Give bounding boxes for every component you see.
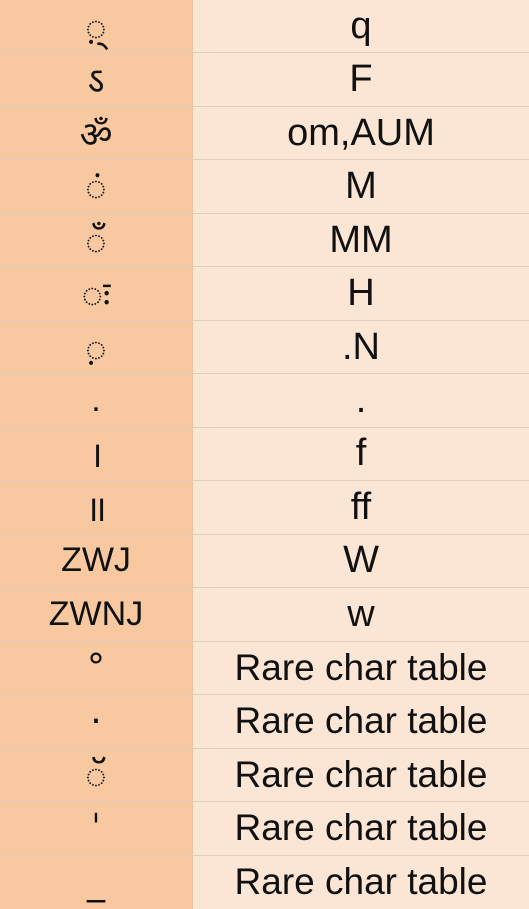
glyph-cell: ˈ xyxy=(0,802,193,854)
table-row xyxy=(0,588,529,641)
table-row xyxy=(0,535,529,588)
glyph-cell: _ xyxy=(0,856,193,909)
glyph-cell: · xyxy=(0,695,193,747)
table-row xyxy=(0,214,529,267)
glyph-cell: ZWNJ xyxy=(0,588,193,640)
glyph-cell: ॐ xyxy=(0,107,193,159)
glyph-cell: । xyxy=(0,428,193,480)
mapping-cell: Rare char table xyxy=(193,749,529,801)
table-row xyxy=(0,856,529,909)
mapping-cell: M xyxy=(193,160,529,212)
mapping-cell: Rare char table xyxy=(193,802,529,854)
table-row xyxy=(0,53,529,106)
table-row xyxy=(0,481,529,534)
glyph-cell: ़् xyxy=(0,0,193,52)
table-row xyxy=(0,160,529,213)
table-row xyxy=(0,374,529,427)
table-row xyxy=(0,321,529,374)
mapping-cell: H xyxy=(193,267,529,319)
glyph-cell: . xyxy=(0,374,193,426)
mapping-cell: Rare char table xyxy=(193,856,529,909)
glyph-cell: ं xyxy=(0,160,193,212)
glyph-cell: ़ xyxy=(0,321,193,373)
mapping-cell: ff xyxy=(193,481,529,533)
mapping-cell: w xyxy=(193,588,529,640)
glyph-cell: ः xyxy=(0,267,193,319)
mapping-cell: Rare char table xyxy=(193,695,529,747)
table-row xyxy=(0,642,529,695)
table-row xyxy=(0,802,529,855)
glyph-cell: ॥ xyxy=(0,481,193,533)
table-row xyxy=(0,267,529,320)
mapping-cell: Rare char table xyxy=(193,642,529,694)
table-row xyxy=(0,0,529,53)
table-row xyxy=(0,428,529,481)
mapping-cell: W xyxy=(193,535,529,587)
glyph-cell: ZWJ xyxy=(0,535,193,587)
mapping-cell: om,AUM xyxy=(193,107,529,159)
mapping-cell: MM xyxy=(193,214,529,266)
mapping-cell: . xyxy=(193,374,529,426)
table-row xyxy=(0,749,529,802)
glyph-cell: ° xyxy=(0,642,193,694)
mapping-cell: f xyxy=(193,428,529,480)
mapping-cell: .N xyxy=(193,321,529,373)
glyph-cell: ॅ xyxy=(0,749,193,801)
mapping-cell: q xyxy=(193,0,529,52)
glyph-cell: ऽ xyxy=(0,53,193,105)
mapping-cell: F xyxy=(193,53,529,105)
glyph-cell: ँ xyxy=(0,214,193,266)
table-row xyxy=(0,107,529,160)
table-row xyxy=(0,695,529,748)
